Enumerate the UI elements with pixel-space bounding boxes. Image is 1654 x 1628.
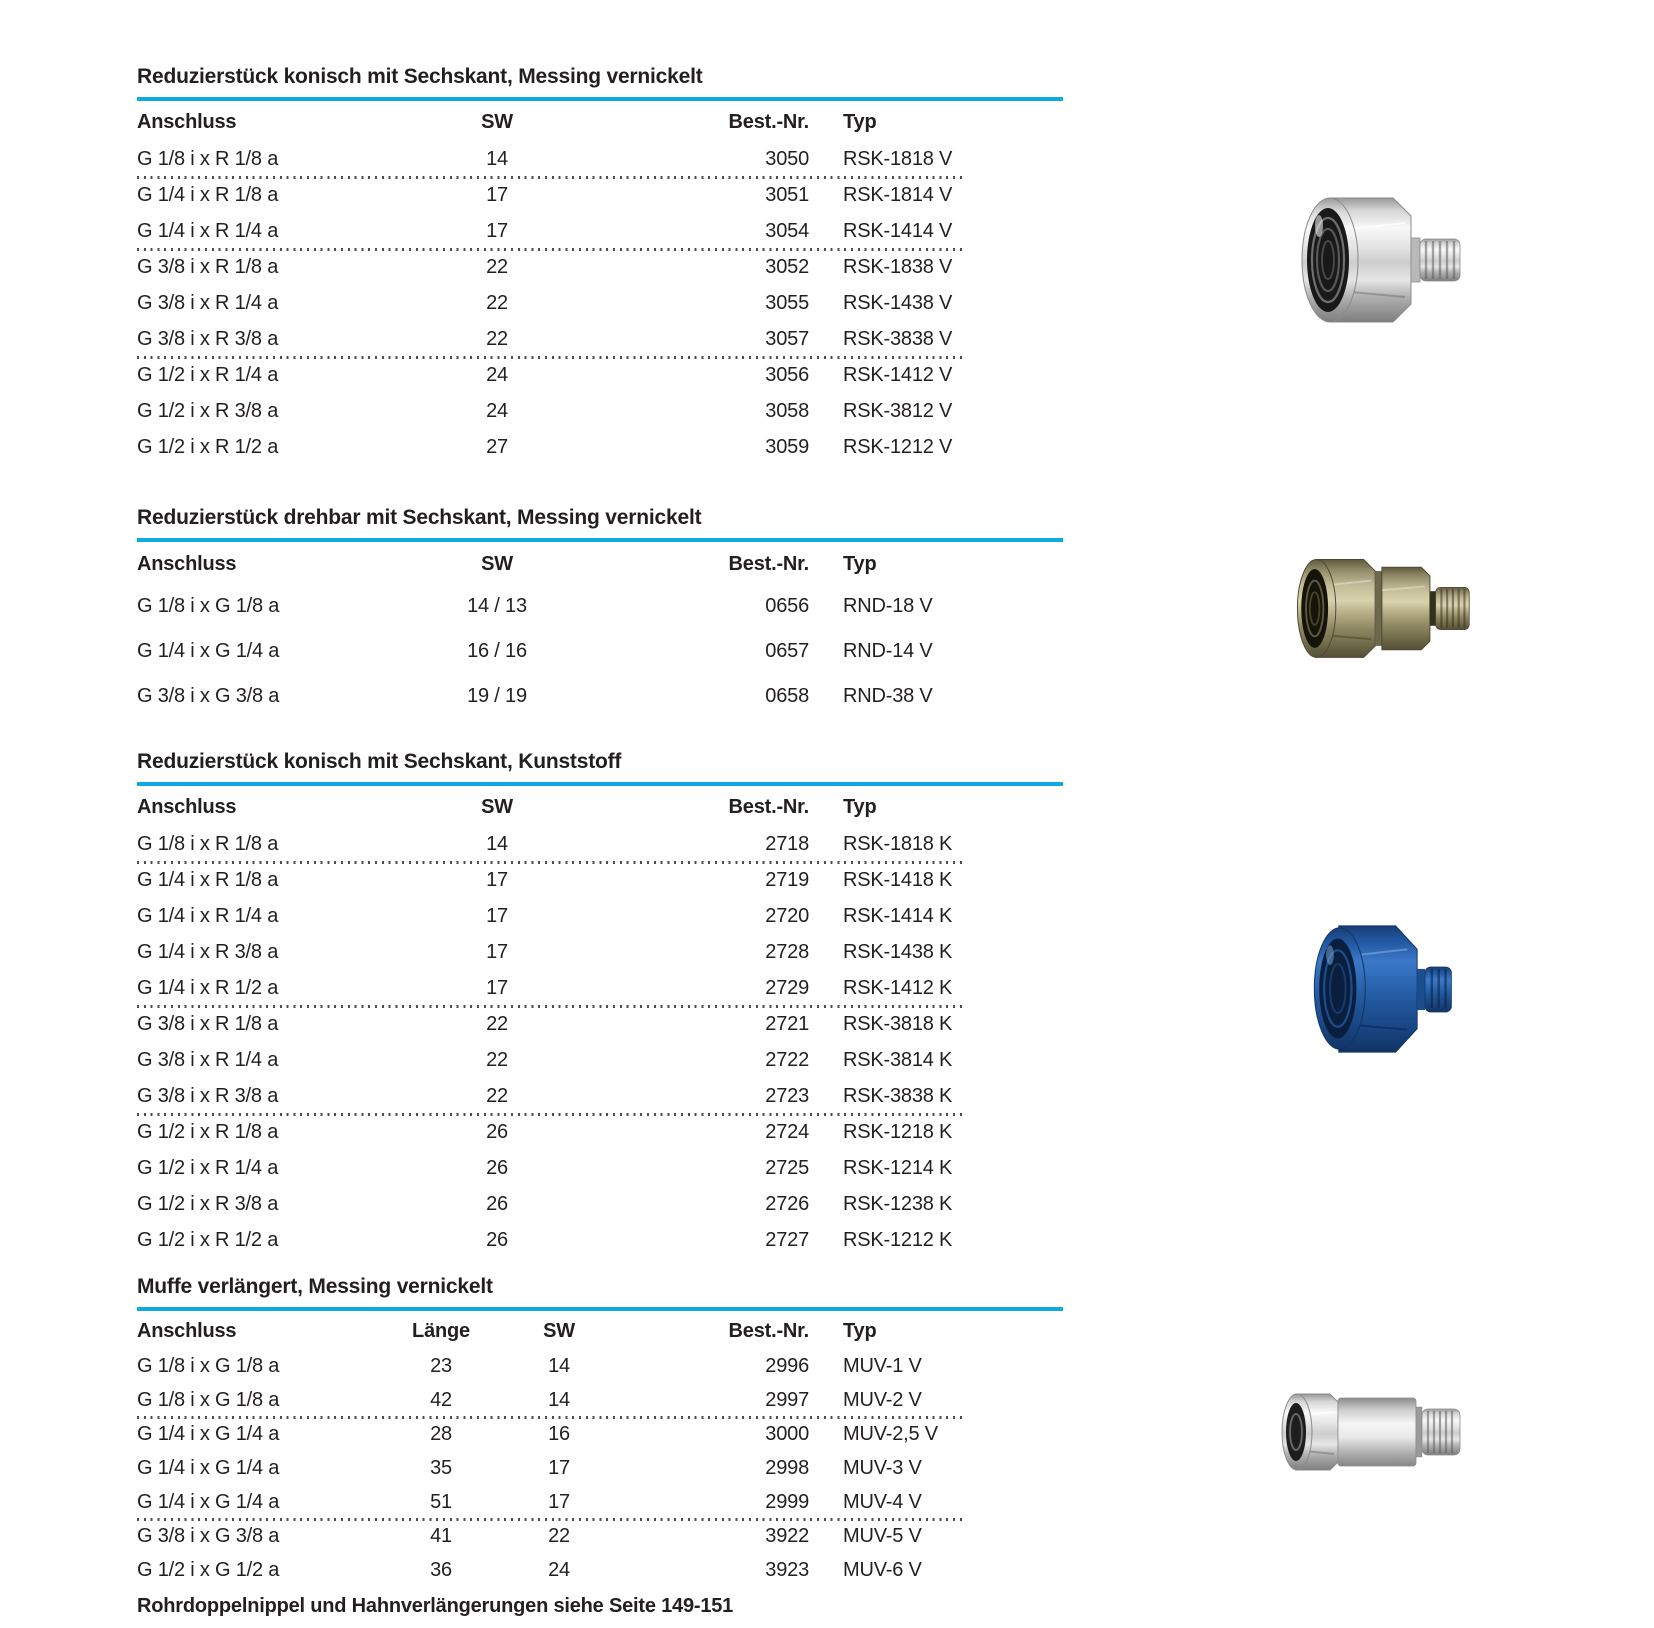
cell-sw: 22	[548, 1525, 570, 1547]
cell-anschluss: G 3/8 i x R 1/4 a	[137, 1049, 279, 1071]
accent-rule	[137, 538, 1063, 542]
cell-best: 3057	[765, 328, 809, 350]
cell-best: 2722	[765, 1049, 809, 1071]
table-row	[137, 1519, 1063, 1553]
cell-sw: 14 / 13	[467, 595, 527, 617]
cell-sw: 17	[486, 905, 508, 927]
cell-anschluss: G 1/4 i x G 1/4 a	[137, 640, 280, 662]
table-title: Reduzierstück drehbar mit Sechskant, Messing vernickelt	[137, 506, 702, 529]
table-row	[137, 1383, 1063, 1417]
accent-rule	[137, 782, 1063, 786]
cell-sw: 17	[548, 1491, 570, 1513]
table-row	[137, 285, 1063, 321]
cell-typ: RSK-3818 K	[843, 1013, 953, 1035]
footer-note: Rohrdoppelnippel und Hahnverlängerungen siehe Seite 149-151	[137, 1595, 734, 1617]
cell-best: 2998	[765, 1457, 809, 1479]
cell-typ: MUV-6 V	[843, 1559, 922, 1581]
content-column	[137, 64, 1063, 1619]
table-row	[137, 1114, 1063, 1150]
cell-best: 2996	[765, 1355, 809, 1377]
cell-best: 2725	[765, 1157, 809, 1179]
table-row	[137, 1006, 1063, 1042]
cell-anschluss: G 1/2 i x R 1/8 a	[137, 1121, 279, 1143]
product-image-reducer-swivel-brass	[1283, 548, 1475, 668]
cell-sw: 26	[486, 1121, 508, 1143]
cell-best: 0658	[765, 685, 809, 707]
cell-sw: 17	[486, 220, 508, 242]
table-row	[137, 249, 1063, 285]
cell-anschluss: G 1/2 i x R 1/2 a	[137, 1229, 279, 1251]
cell-sw: 22	[486, 292, 508, 314]
column-header-typ: Typ	[843, 1320, 877, 1342]
cell-anschluss: G 1/8 i x G 1/8 a	[137, 595, 280, 617]
column-header-laenge: Länge	[412, 1320, 470, 1342]
column-header-typ: Typ	[843, 796, 877, 818]
table-section-reducer-swivel-nickel	[137, 505, 1063, 719]
cell-anschluss: G 1/4 i x G 1/4 a	[137, 1423, 280, 1445]
cell-typ: RSK-1414 V	[843, 220, 953, 242]
cell-typ: RND-14 V	[843, 640, 933, 662]
reducer-conical-nickel-illustration	[1283, 186, 1473, 334]
accent-rule	[137, 1307, 1063, 1311]
cell-sw: 19 / 19	[467, 685, 527, 707]
cell-best: 0657	[765, 640, 809, 662]
column-header-sw: SW	[481, 796, 513, 818]
cell-typ: RSK-1238 K	[843, 1193, 953, 1215]
cell-anschluss: G 3/8 i x G 3/8 a	[137, 685, 280, 707]
cell-best: 2718	[765, 833, 809, 855]
cell-sw: 14	[548, 1389, 570, 1411]
table-row	[137, 970, 1063, 1006]
table-row	[137, 1485, 1063, 1519]
cell-typ: RSK-1814 V	[843, 184, 953, 206]
accent-rule	[137, 97, 1063, 101]
cell-typ: RND-38 V	[843, 685, 933, 707]
cell-sw: 14	[486, 833, 508, 855]
table-row	[137, 1451, 1063, 1485]
cell-sw: 17	[486, 869, 508, 891]
column-header-typ: Typ	[843, 553, 877, 575]
cell-typ: RSK-1418 K	[843, 869, 953, 891]
cell-best: 3059	[765, 436, 809, 458]
table-title: Muffe verlängert, Messing vernickelt	[137, 1275, 493, 1298]
cell-sw: 17	[486, 941, 508, 963]
table-row	[137, 674, 1063, 719]
cell-laenge: 36	[430, 1559, 452, 1581]
cell-typ: RSK-1214 K	[843, 1157, 953, 1179]
cell-sw: 14	[486, 148, 508, 170]
column-header-best: Best.-Nr.	[728, 553, 809, 575]
cell-laenge: 28	[430, 1423, 452, 1445]
table-row	[137, 862, 1063, 898]
cell-sw: 14	[548, 1355, 570, 1377]
table-body	[137, 826, 1063, 1258]
table-header-row	[137, 103, 1063, 141]
cell-anschluss: G 1/4 i x G 1/4 a	[137, 1491, 280, 1513]
cell-laenge: 42	[430, 1389, 452, 1411]
cell-sw: 26	[486, 1229, 508, 1251]
cell-sw: 22	[486, 256, 508, 278]
table-row	[137, 1553, 1063, 1587]
cell-typ: RSK-1412 V	[843, 364, 953, 386]
cell-anschluss: G 1/2 i x G 1/2 a	[137, 1559, 280, 1581]
cell-anschluss: G 3/8 i x R 1/8 a	[137, 256, 279, 278]
table-section-sleeve-extended	[137, 1274, 1063, 1587]
table-row	[137, 357, 1063, 393]
cell-typ: RSK-3838 V	[843, 328, 953, 350]
cell-laenge: 35	[430, 1457, 452, 1479]
column-header-anschluss: Anschluss	[137, 1320, 237, 1342]
table-header-row	[137, 1313, 1063, 1349]
cell-best: 2997	[765, 1389, 809, 1411]
cell-sw: 24	[486, 400, 508, 422]
cell-typ: MUV-3 V	[843, 1457, 922, 1479]
table-row	[137, 393, 1063, 429]
cell-typ: RSK-1838 V	[843, 256, 953, 278]
cell-sw: 17	[486, 184, 508, 206]
cell-best: 3051	[765, 184, 809, 206]
cell-sw: 16 / 16	[467, 640, 527, 662]
cell-anschluss: G 1/4 i x R 1/8 a	[137, 184, 279, 206]
cell-best: 3923	[765, 1559, 809, 1581]
table-row	[137, 1222, 1063, 1258]
table-row	[137, 898, 1063, 934]
table-title: Reduzierstück konisch mit Sechskant, Messing vernickelt	[137, 65, 703, 88]
cell-typ: RSK-1818 V	[843, 148, 953, 170]
cell-best: 2727	[765, 1229, 809, 1251]
column-header-sw: SW	[481, 111, 513, 133]
cell-typ: MUV-2,5 V	[843, 1423, 938, 1445]
table-body	[137, 1349, 1063, 1587]
cell-sw: 17	[548, 1457, 570, 1479]
cell-best: 3058	[765, 400, 809, 422]
cell-best: 2724	[765, 1121, 809, 1143]
cell-laenge: 23	[430, 1355, 452, 1377]
cell-sw: 22	[486, 1085, 508, 1107]
cell-sw: 24	[548, 1559, 570, 1581]
cell-anschluss: G 1/4 i x R 1/2 a	[137, 977, 279, 999]
cell-anschluss: G 1/2 i x R 1/4 a	[137, 1157, 279, 1179]
table-row	[137, 141, 1063, 177]
column-header-sw: SW	[543, 1320, 575, 1342]
cell-best: 3054	[765, 220, 809, 242]
cell-typ: RSK-1438 K	[843, 941, 953, 963]
cell-anschluss: G 1/2 i x R 3/8 a	[137, 400, 279, 422]
cell-sw: 22	[486, 1013, 508, 1035]
cell-anschluss: G 1/4 i x R 1/8 a	[137, 869, 279, 891]
cell-sw: 27	[486, 436, 508, 458]
reducer-swivel-brass-illustration	[1283, 548, 1475, 668]
cell-anschluss: G 1/8 i x R 1/8 a	[137, 148, 279, 170]
table-row	[137, 584, 1063, 629]
table-header-row	[137, 788, 1063, 826]
cell-typ: RND-18 V	[843, 595, 933, 617]
cell-typ: RSK-3814 K	[843, 1049, 953, 1071]
cell-sw: 22	[486, 1049, 508, 1071]
table-title: Reduzierstück konisch mit Sechskant, Kunststoff	[137, 750, 622, 773]
cell-anschluss: G 1/2 i x R 1/4 a	[137, 364, 279, 386]
table-row	[137, 1349, 1063, 1383]
cell-anschluss: G 1/8 i x G 1/8 a	[137, 1389, 280, 1411]
cell-sw: 24	[486, 364, 508, 386]
cell-anschluss: G 3/8 i x R 1/4 a	[137, 292, 279, 314]
cell-anschluss: G 1/4 i x R 1/4 a	[137, 220, 279, 242]
cell-best: 0656	[765, 595, 809, 617]
table-row	[137, 213, 1063, 249]
cell-typ: RSK-1212 V	[843, 436, 953, 458]
column-header-sw: SW	[481, 553, 513, 575]
cell-typ: MUV-5 V	[843, 1525, 922, 1547]
table-body	[137, 584, 1063, 719]
cell-anschluss: G 1/8 i x R 1/8 a	[137, 833, 279, 855]
reducer-conical-plastic-illustration	[1297, 918, 1455, 1060]
cell-typ: MUV-1 V	[843, 1355, 922, 1377]
cell-typ: RSK-1818 K	[843, 833, 953, 855]
cell-best: 2720	[765, 905, 809, 927]
cell-anschluss: G 1/4 i x R 3/8 a	[137, 941, 279, 963]
cell-best: 2999	[765, 1491, 809, 1513]
column-header-anschluss: Anschluss	[137, 111, 237, 133]
cell-typ: MUV-2 V	[843, 1389, 922, 1411]
product-image-reducer-conical-nickel	[1283, 186, 1473, 334]
table-row	[137, 1078, 1063, 1114]
cell-anschluss: G 1/4 i x R 1/4 a	[137, 905, 279, 927]
cell-best: 3050	[765, 148, 809, 170]
cell-anschluss: G 1/8 i x G 1/8 a	[137, 1355, 280, 1377]
cell-sw: 16	[548, 1423, 570, 1445]
column-header-best: Best.-Nr.	[728, 111, 809, 133]
table-row	[137, 321, 1063, 357]
cell-anschluss: G 1/4 i x G 1/4 a	[137, 1457, 280, 1479]
cell-typ: MUV-4 V	[843, 1491, 922, 1513]
cell-best: 2726	[765, 1193, 809, 1215]
product-image-sleeve-extended-nickel	[1266, 1380, 1474, 1482]
table-header-row	[137, 544, 1063, 584]
cell-best: 2719	[765, 869, 809, 891]
table-row	[137, 1417, 1063, 1451]
table-body	[137, 141, 1063, 465]
cell-anschluss: G 1/2 i x R 3/8 a	[137, 1193, 279, 1215]
table-row	[137, 629, 1063, 674]
cell-anschluss: G 3/8 i x G 3/8 a	[137, 1525, 280, 1547]
cell-best: 2729	[765, 977, 809, 999]
cell-best: 3056	[765, 364, 809, 386]
cell-best: 2728	[765, 941, 809, 963]
cell-sw: 22	[486, 328, 508, 350]
cell-best: 3000	[765, 1423, 809, 1445]
table-row	[137, 1186, 1063, 1222]
cell-best: 2723	[765, 1085, 809, 1107]
cell-anschluss: G 1/2 i x R 1/2 a	[137, 436, 279, 458]
column-header-best: Best.-Nr.	[728, 796, 809, 818]
table-row	[137, 826, 1063, 862]
cell-anschluss: G 3/8 i x R 3/8 a	[137, 328, 279, 350]
cell-typ: RSK-3812 V	[843, 400, 953, 422]
column-header-typ: Typ	[843, 111, 877, 133]
cell-laenge: 41	[430, 1525, 452, 1547]
cell-sw: 26	[486, 1157, 508, 1179]
table-section-reducer-conical-nickel	[137, 64, 1063, 465]
cell-typ: RSK-1212 K	[843, 1229, 953, 1251]
table-row	[137, 429, 1063, 465]
column-header-anschluss: Anschluss	[137, 553, 237, 575]
cell-typ: RSK-1412 K	[843, 977, 953, 999]
cell-typ: RSK-1218 K	[843, 1121, 953, 1143]
table-section-reducer-conical-plastic	[137, 749, 1063, 1258]
sleeve-extended-nickel-illustration	[1266, 1380, 1474, 1482]
cell-typ: RSK-3838 K	[843, 1085, 953, 1107]
product-image-reducer-conical-plastic	[1297, 918, 1455, 1060]
cell-typ: RSK-1414 K	[843, 905, 953, 927]
cell-anschluss: G 3/8 i x R 1/8 a	[137, 1013, 279, 1035]
cell-best: 3055	[765, 292, 809, 314]
cell-best: 3052	[765, 256, 809, 278]
table-row	[137, 1042, 1063, 1078]
cell-sw: 17	[486, 977, 508, 999]
column-header-best: Best.-Nr.	[728, 1320, 809, 1342]
table-row	[137, 177, 1063, 213]
cell-anschluss: G 3/8 i x R 3/8 a	[137, 1085, 279, 1107]
cell-best: 2721	[765, 1013, 809, 1035]
cell-sw: 26	[486, 1193, 508, 1215]
cell-best: 3922	[765, 1525, 809, 1547]
cell-laenge: 51	[430, 1491, 452, 1513]
cell-typ: RSK-1438 V	[843, 292, 953, 314]
table-row	[137, 934, 1063, 970]
column-header-anschluss: Anschluss	[137, 796, 237, 818]
table-row	[137, 1150, 1063, 1186]
